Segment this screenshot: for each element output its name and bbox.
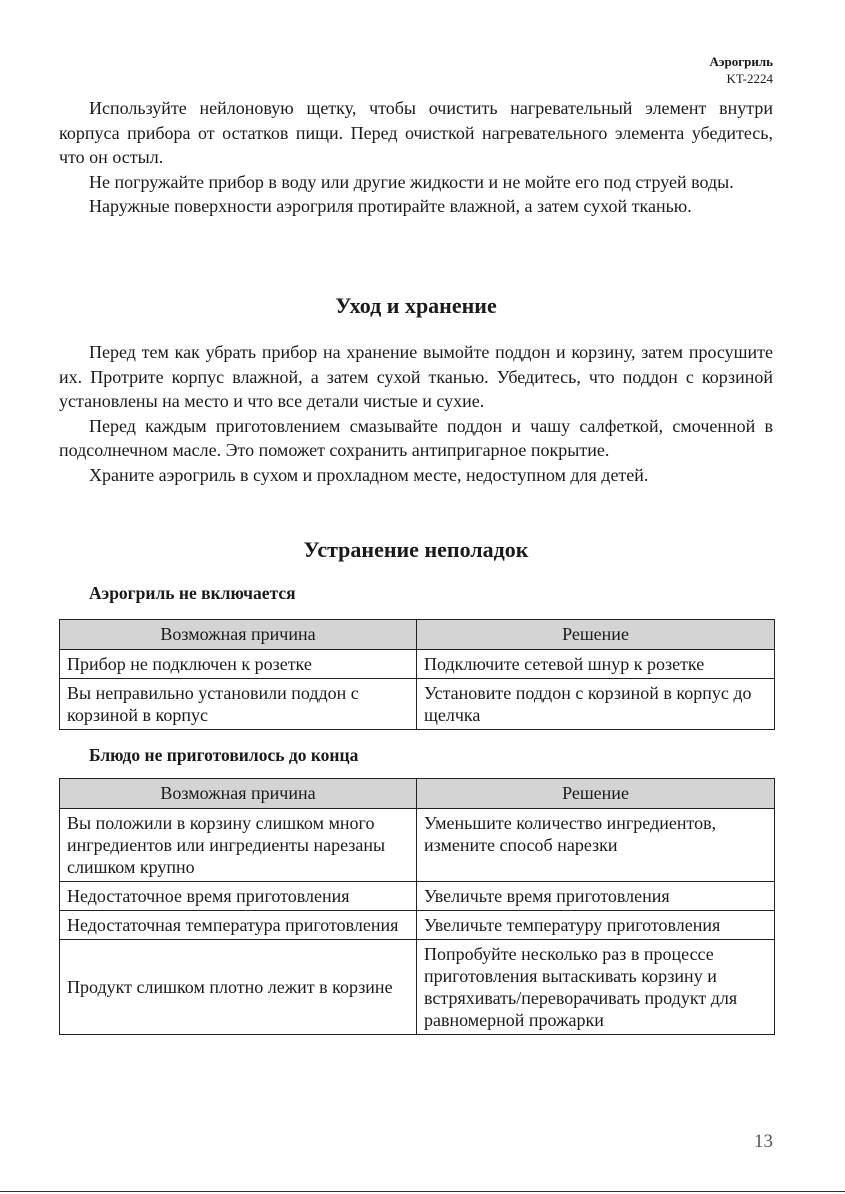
cause-cell: Недостаточная температура приготовления [60,911,417,940]
table-row [60,809,775,882]
cause-cell: Вы положили в корзину слишком много ингредиентов или ингредиенты нарезаны слишком крупно [60,809,417,882]
cause-cell: Вы неправильно установили поддон с корзиной в корпус [60,679,417,730]
header-brand: Аэрогриль [709,54,773,69]
table-row [60,650,775,679]
column-header-solution: Решение [417,779,775,809]
column-header-cause: Возможная причина [60,620,417,650]
table-header-row [60,620,775,650]
solution-cell: Попробуйте несколько раз в процессе приготовления вытаскивать корзину и встряхивать/переворачивать продукт для равномерной прожарки [417,940,775,1035]
troubleshooting-table-no-power [59,619,775,730]
care-section [59,340,773,487]
paragraph: Храните аэрогриль в сухом и прохладном месте, недоступном для детей. [89,464,649,485]
bottom-divider [0,1191,845,1192]
section-title-care: Уход и хранение [335,293,497,318]
section-title-troubleshooting: Устранение неполадок [303,537,529,562]
cleaning-section [59,96,773,219]
cause-cell: Прибор не подключен к розетке [60,650,417,679]
table-row [60,940,775,1035]
page-number: 13 [754,1131,773,1152]
page-header [709,53,773,87]
table-title-not-cooked: Блюдо не приготовилось до конца [89,745,359,765]
cause-cell: Недостаточное время приготовления [60,882,417,911]
table-row [60,911,775,940]
solution-cell: Уменьшите количество ингредиентов, измените способ нарезки [417,809,775,882]
paragraph: Перед тем как убрать прибор на хранение вымойте поддон и корзину, затем просушите их. Протрите корпус влажной, а затем сухой тканью. Убедитесь, что поддон с корзиной установлены на место и что все детали чистые и сухие. [59,342,773,411]
column-header-cause: Возможная причина [60,779,417,809]
table-row [60,882,775,911]
paragraph: Перед каждым приготовлением смазывайте поддон и чашу салфеткой, смоченной в подсолнечном масле. Это поможет сохранить антипригарное покрытие. [59,415,773,460]
paragraph: Не погружайте прибор в воду или другие жидкости и не мойте его под струей воды. [89,171,734,192]
solution-cell: Установите поддон с корзиной в корпус до щелчка [417,679,775,730]
solution-cell: Увеличьте температуру приготовления [417,911,775,940]
solution-cell: Подключите сетевой шнур к розетке [417,650,775,679]
troubleshooting-table-not-cooked [59,778,775,1035]
column-header-solution: Решение [417,620,775,650]
table-header-row [60,779,775,809]
header-model: KT-2224 [726,71,773,86]
solution-cell: Увеличьте время приготовления [417,882,775,911]
table-row [60,679,775,730]
paragraph: Используйте нейлоновую щетку, чтобы очистить нагревательный элемент внутри корпуса прибора от остатков пищи. Перед очисткой нагревательного элемента убедитесь, что он остыл. [59,98,773,167]
cause-cell: Продукт слишком плотно лежит в корзине [60,940,417,1035]
paragraph: Наружные поверхности аэрогриля протирайте влажной, а затем сухой тканью. [89,196,692,216]
table-title-no-power: Аэрогриль не включается [89,583,296,603]
